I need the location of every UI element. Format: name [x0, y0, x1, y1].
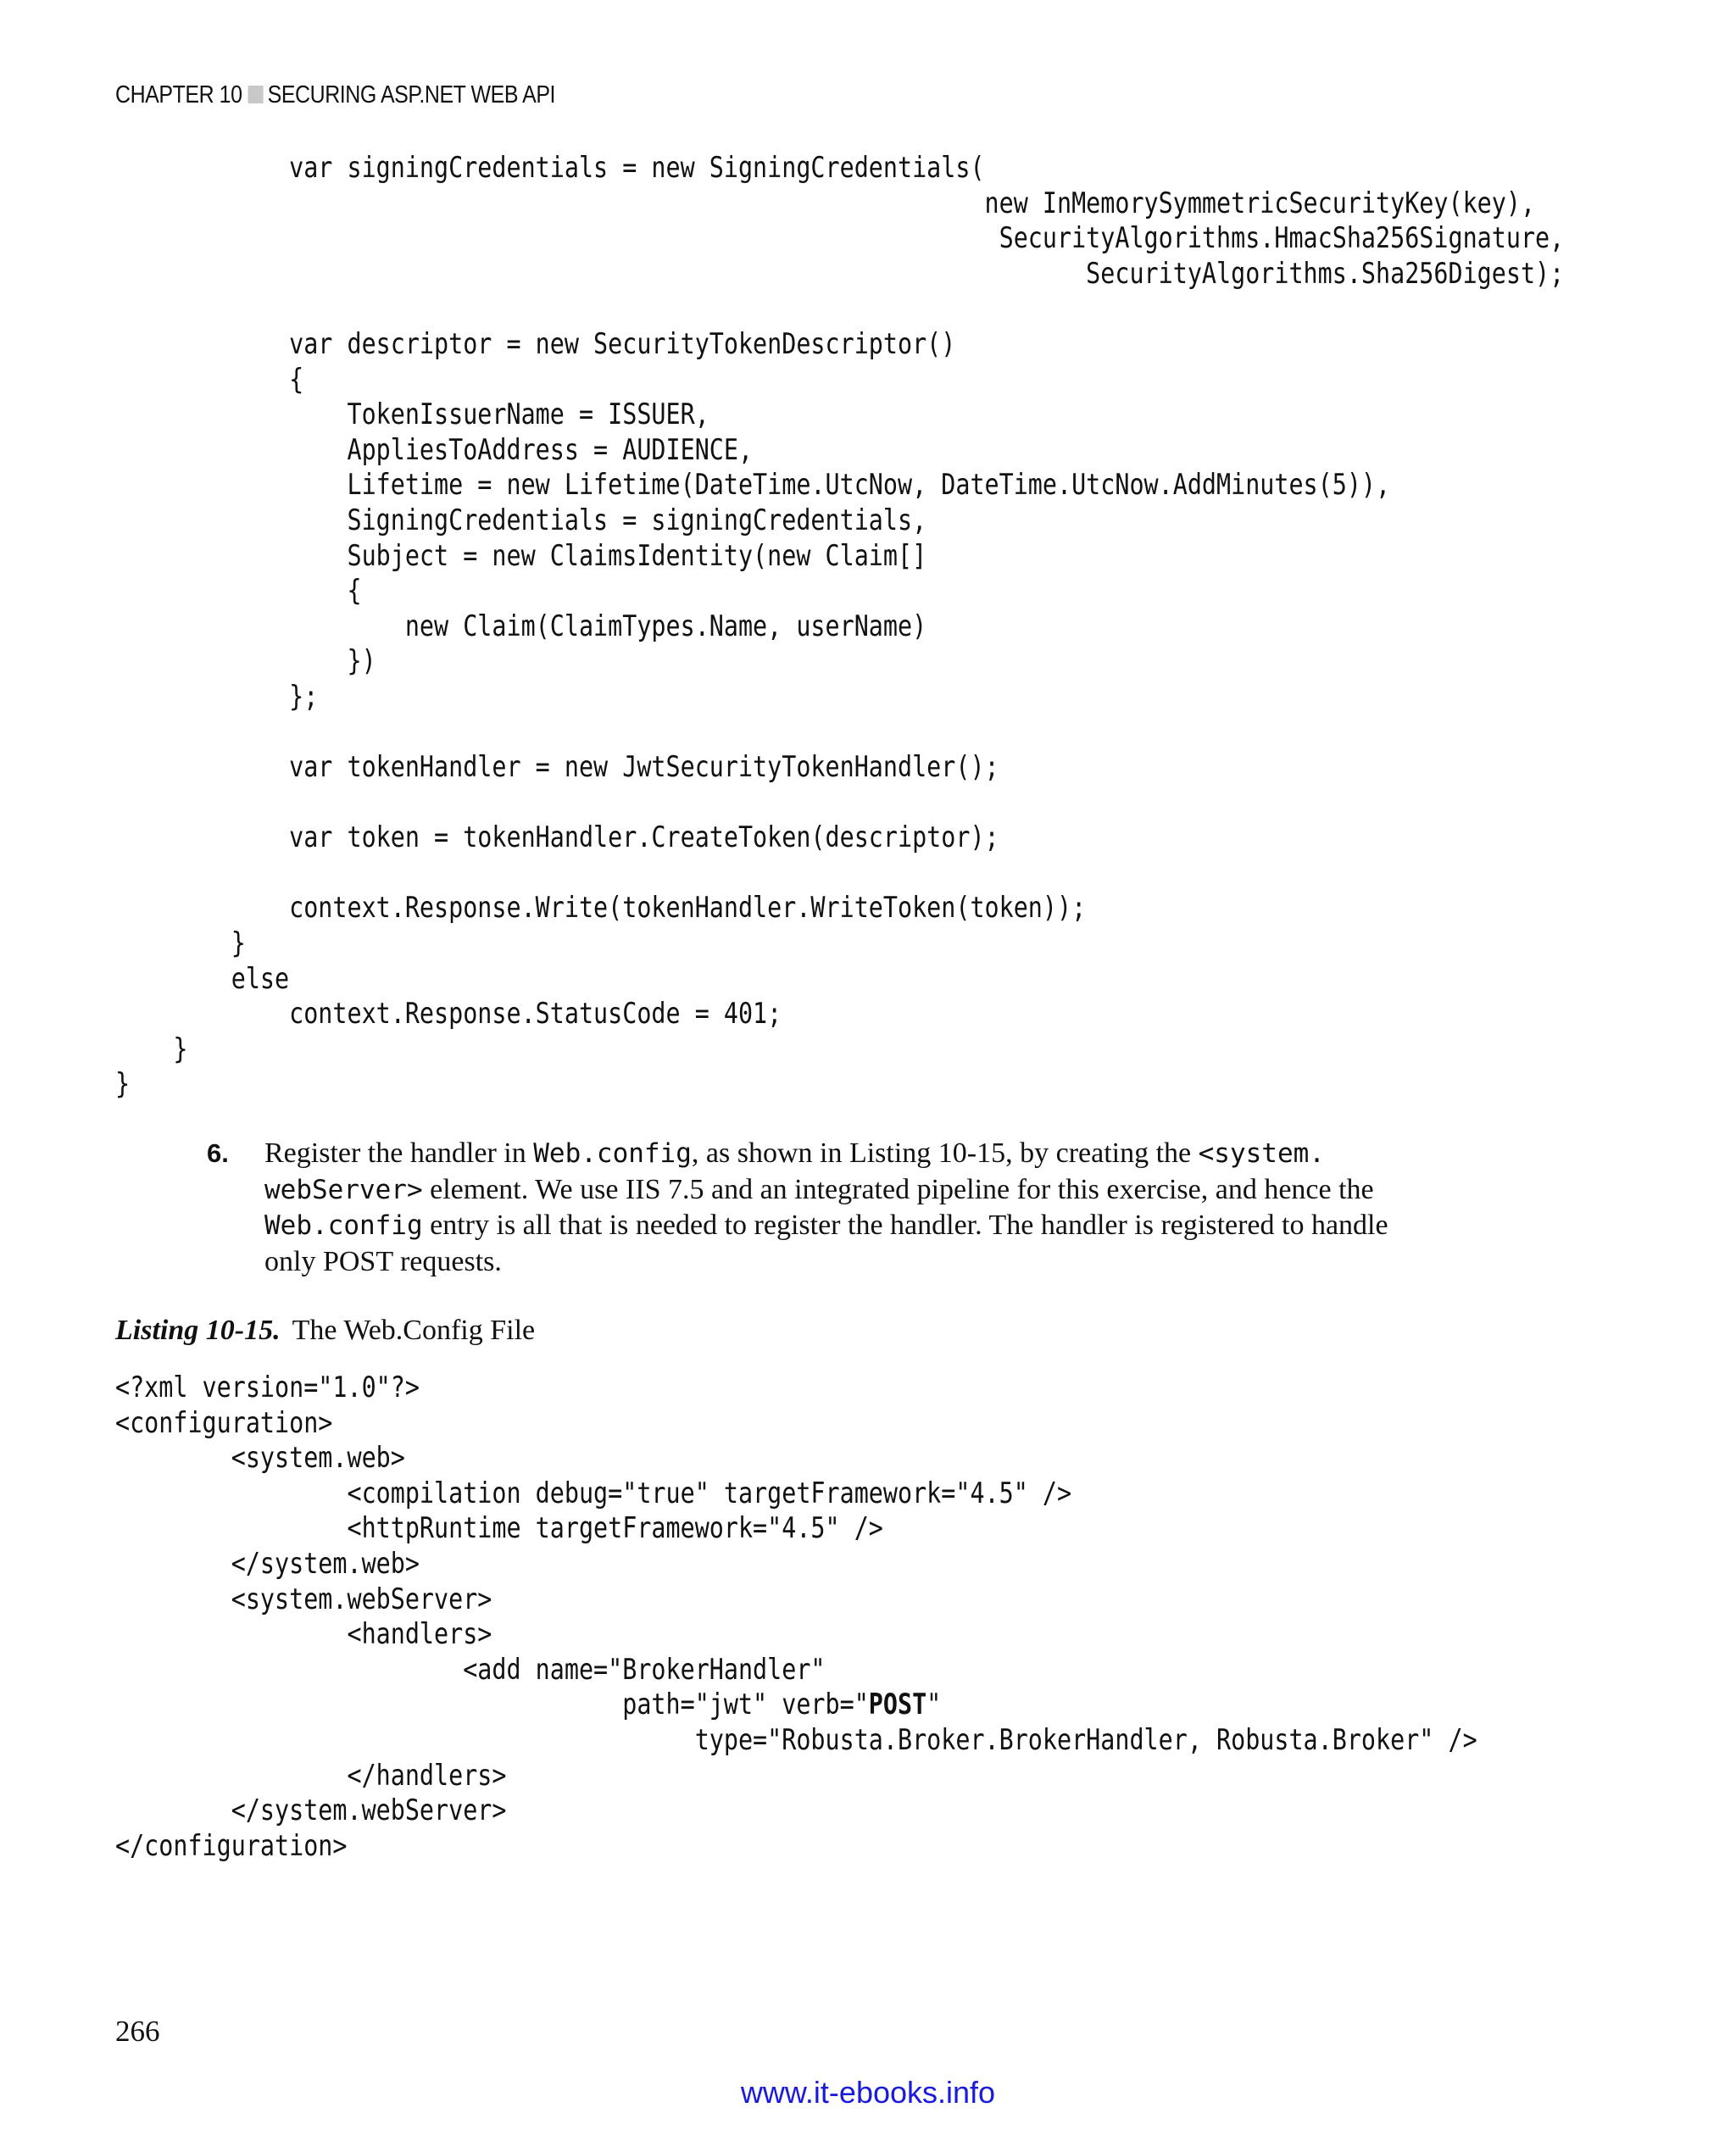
- inline-code: Web.config: [264, 1210, 423, 1242]
- page-number: 266: [115, 2015, 160, 2048]
- code-line: {: [115, 362, 304, 397]
- step-item: [207, 1136, 1394, 1279]
- code-line: {: [115, 574, 362, 609]
- running-header: [115, 81, 555, 109]
- code-block-token-handler: [115, 151, 1564, 1103]
- step-text-part: Register the handler in: [264, 1137, 534, 1169]
- code-line: TokenIssuerName = ISSUER,: [115, 398, 709, 432]
- step-number: 6.: [207, 1138, 229, 1168]
- step-text-part: element. We use IIS 7.5 and an integrated pipeline for this exercise, and hence the: [422, 1173, 1374, 1205]
- code-line: context.Response.Write(tokenHandler.WriteToken(token));: [115, 891, 1087, 926]
- code-line: <handlers>: [115, 1617, 492, 1652]
- code-line: }: [115, 926, 246, 961]
- code-line: </handlers>: [115, 1758, 507, 1793]
- code-line: new Claim(ClaimTypes.Name, userName): [115, 609, 927, 643]
- code-line: </configuration>: [115, 1828, 348, 1863]
- code-line: new InMemorySymmetricSecurityKey(key),: [115, 186, 1536, 220]
- code-highlight-verb: POST: [868, 1688, 927, 1722]
- inline-code: Web.config: [533, 1138, 692, 1169]
- code-line: var signingCredentials = new SigningCredentials(: [115, 151, 985, 185]
- code-line: }: [115, 1067, 131, 1102]
- listing-label: Listing 10-15.: [115, 1315, 281, 1346]
- listing-title: The Web.Config File: [292, 1315, 536, 1346]
- code-line: <add name="BrokerHandler": [115, 1652, 826, 1687]
- code-line: Subject = new ClaimsIdentity(new Claim[]: [115, 538, 927, 573]
- code-line: };: [115, 679, 319, 714]
- code-fragment: ": [926, 1688, 942, 1722]
- code-line: <?xml version="1.0"?>: [115, 1371, 420, 1404]
- code-line: <compilation debug="true" targetFramework="4.5" />: [115, 1476, 1072, 1510]
- square-separator-icon: [248, 86, 263, 103]
- code-line: <system.web>: [115, 1441, 405, 1476]
- code-line: </system.webServer>: [115, 1793, 507, 1828]
- chapter-number: CHAPTER 10: [115, 81, 242, 108]
- code-line: <configuration>: [115, 1405, 333, 1440]
- inline-code: <system.: [1198, 1138, 1325, 1169]
- code-line: SecurityAlgorithms.Sha256Digest);: [115, 256, 1565, 291]
- step-text-part: , as shown in Listing 10-15, by creating the: [691, 1137, 1199, 1169]
- code-block-web-config: [115, 1371, 1477, 1864]
- code-line: var descriptor = new SecurityTokenDescriptor(): [115, 326, 956, 361]
- code-line: SigningCredentials = signingCredentials,: [115, 503, 927, 537]
- code-fragment: path="jwt" verb=": [115, 1688, 869, 1722]
- step-text-part: entry is all that is needed to register the handler. The handler is registered to handle only POST requests.: [264, 1210, 1388, 1277]
- code-line: [115, 1688, 941, 1721]
- inline-code: webServer>: [264, 1174, 423, 1205]
- code-line: <httpRuntime targetFramework="4.5" />: [115, 1511, 883, 1546]
- code-line: context.Response.StatusCode = 401;: [115, 997, 782, 1032]
- code-line: </system.web>: [115, 1546, 420, 1581]
- code-line: type="Robusta.Broker.BrokerHandler, Robusta.Broker" />: [115, 1722, 1477, 1757]
- chapter-title: SECURING ASP.NET WEB API: [267, 81, 556, 108]
- watermark-link[interactable]: www.it-ebooks.info: [740, 2075, 996, 2110]
- code-line: Lifetime = new Lifetime(DateTime.UtcNow, DateTime.UtcNow.AddMinutes(5)),: [115, 468, 1391, 503]
- code-line: SecurityAlgorithms.HmacSha256Signature,: [115, 221, 1565, 256]
- step-text: [264, 1136, 1392, 1279]
- code-line: var tokenHandler = new JwtSecurityTokenHandler();: [115, 750, 999, 785]
- code-line: <system.webServer>: [115, 1582, 492, 1616]
- code-line: }): [115, 644, 376, 679]
- code-line: }: [115, 1032, 188, 1066]
- code-line: else: [115, 961, 290, 996]
- listing-caption: [115, 1315, 535, 1347]
- code-line: AppliesToAddress = AUDIENCE,: [115, 432, 754, 467]
- code-line: var token = tokenHandler.CreateToken(descriptor);: [115, 820, 999, 855]
